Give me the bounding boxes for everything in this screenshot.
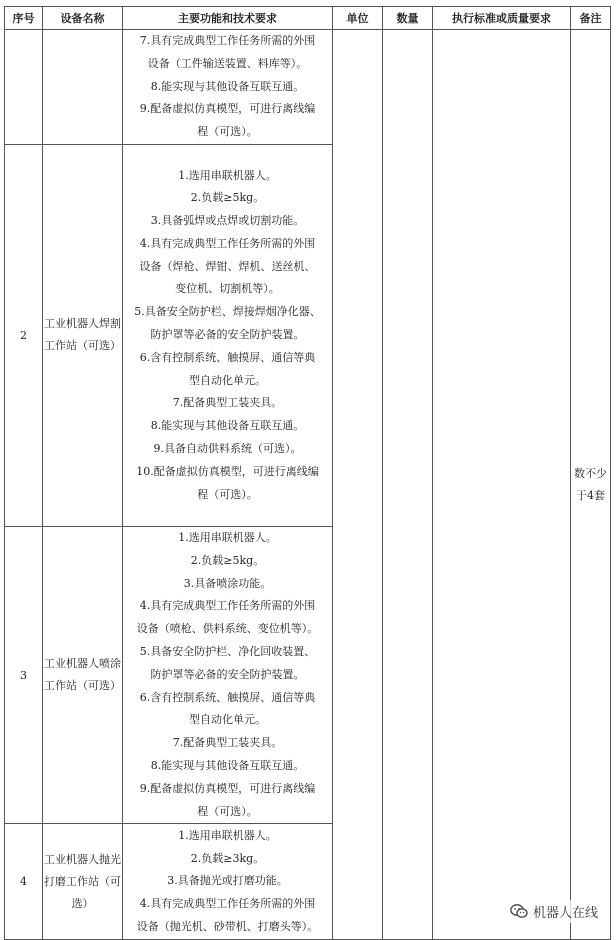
function-line: 2.负载≥3kg。 <box>190 851 265 865</box>
header-standard: 执行标准或质量要求 <box>433 7 571 30</box>
device-name <box>43 30 123 145</box>
table-row <box>5 30 611 145</box>
header-row <box>5 7 611 30</box>
function-line: 程（可选）。 <box>197 804 258 818</box>
function-line: 3.具备喷涂功能。 <box>183 576 272 590</box>
function-line: 4.具有完成典型工作任务所需的外围 <box>139 599 316 613</box>
function-line: 3.具备弧焊或点焊或切割功能。 <box>150 214 305 228</box>
standard-cell <box>433 30 571 940</box>
function-line: 8.能实现与其他设备互联互通。 <box>150 79 305 93</box>
function-line: 8.能实现与其他设备互联互通。 <box>150 758 305 772</box>
function-line: 9.配备虚拟仿真模型，可进行离线编 <box>139 781 316 795</box>
function-cell <box>123 824 333 940</box>
function-line: 9.配备虚拟仿真模型，可进行离线编 <box>139 102 316 116</box>
function-line: 设备（抛光机、砂带机、打磨头等）。 <box>136 920 319 934</box>
function-line: 2.负载≥5kg。 <box>190 553 265 567</box>
header-name: 设备名称 <box>43 7 123 30</box>
function-line: 7.配备典型工装夹具。 <box>172 736 283 750</box>
function-line: 变位机、切割机等）。 <box>175 282 280 296</box>
function-line: 4.具有完成典型工作任务所需的外围 <box>139 236 316 250</box>
watermark <box>506 900 602 923</box>
function-line: 3.具备抛光或打磨功能。 <box>167 874 288 888</box>
device-name: 工业机器人喷涂工作站（可选） <box>43 526 123 823</box>
device-name: 工业机器人焊割工作站（可选） <box>43 144 123 526</box>
function-line: 设备（焊枪、焊钳、焊机、送丝机、 <box>139 259 316 273</box>
function-line: 5.具备安全防护栏、焊接焊烟净化器、 <box>134 305 321 319</box>
function-line: 设备（喷枪、供料系统、变位机等）。 <box>136 622 319 636</box>
function-line: 设备（工件输送装置、料库等）。 <box>147 56 308 70</box>
function-line: 程（可选）。 <box>197 125 258 139</box>
function-line: 2.负载≥5kg。 <box>190 191 265 205</box>
function-cell <box>123 30 333 145</box>
header-func: 主要功能和技术要求 <box>123 7 333 30</box>
function-line: 防护罩等必备的安全防护装置。 <box>150 328 305 342</box>
function-line: 10.配备虚拟仿真模型，可进行离线编 <box>136 464 319 478</box>
function-cell <box>123 144 333 526</box>
function-line: 7.配备典型工装夹具。 <box>172 396 283 410</box>
function-line: 型自动化单元。 <box>189 373 266 387</box>
function-line: 9.具备自动供料系统（可选）。 <box>153 442 302 456</box>
note-cell: 数不少于4套 <box>571 30 611 940</box>
unit-cell <box>333 30 383 940</box>
function-line: 8.能实现与其他设备互联互通。 <box>150 419 305 433</box>
function-line: 程（可选）。 <box>197 487 258 501</box>
row-number: 2 <box>5 144 43 526</box>
function-line: 7.具有完成典型工作任务所需的外围 <box>139 34 316 47</box>
header-no: 序号 <box>5 7 43 30</box>
qty-cell <box>383 30 433 940</box>
row-number: 4 <box>5 824 43 940</box>
function-line: 1.选用串联机器人。 <box>178 828 277 842</box>
function-line: 1.选用串联机器人。 <box>178 168 277 182</box>
header-unit: 单位 <box>333 7 383 30</box>
header-note: 备注 <box>571 7 611 30</box>
function-line: 型自动化单元。 <box>189 713 266 727</box>
function-cell <box>123 526 333 823</box>
function-line: 4.具有完成典型工作任务所需的外围 <box>139 897 316 911</box>
function-line: 防护罩等必备的安全防护装置。 <box>150 667 305 681</box>
row-number <box>5 30 43 145</box>
function-line: 1.选用串联机器人。 <box>178 530 277 544</box>
function-line: 5.具备安全防护栏、净化回收装置、 <box>139 644 316 658</box>
spec-table <box>4 6 611 940</box>
row-number: 3 <box>5 526 43 823</box>
watermark-text: 机器人在线 <box>532 906 598 921</box>
header-qty: 数量 <box>383 7 433 30</box>
function-line: 6.含有控制系统、触摸屏、通信等典 <box>139 350 316 364</box>
function-line: 6.含有控制系统、触摸屏、通信等典 <box>139 690 316 704</box>
wechat-icon <box>510 904 528 919</box>
device-name: 工业机器人抛光打磨工作站（可选） <box>43 824 123 940</box>
